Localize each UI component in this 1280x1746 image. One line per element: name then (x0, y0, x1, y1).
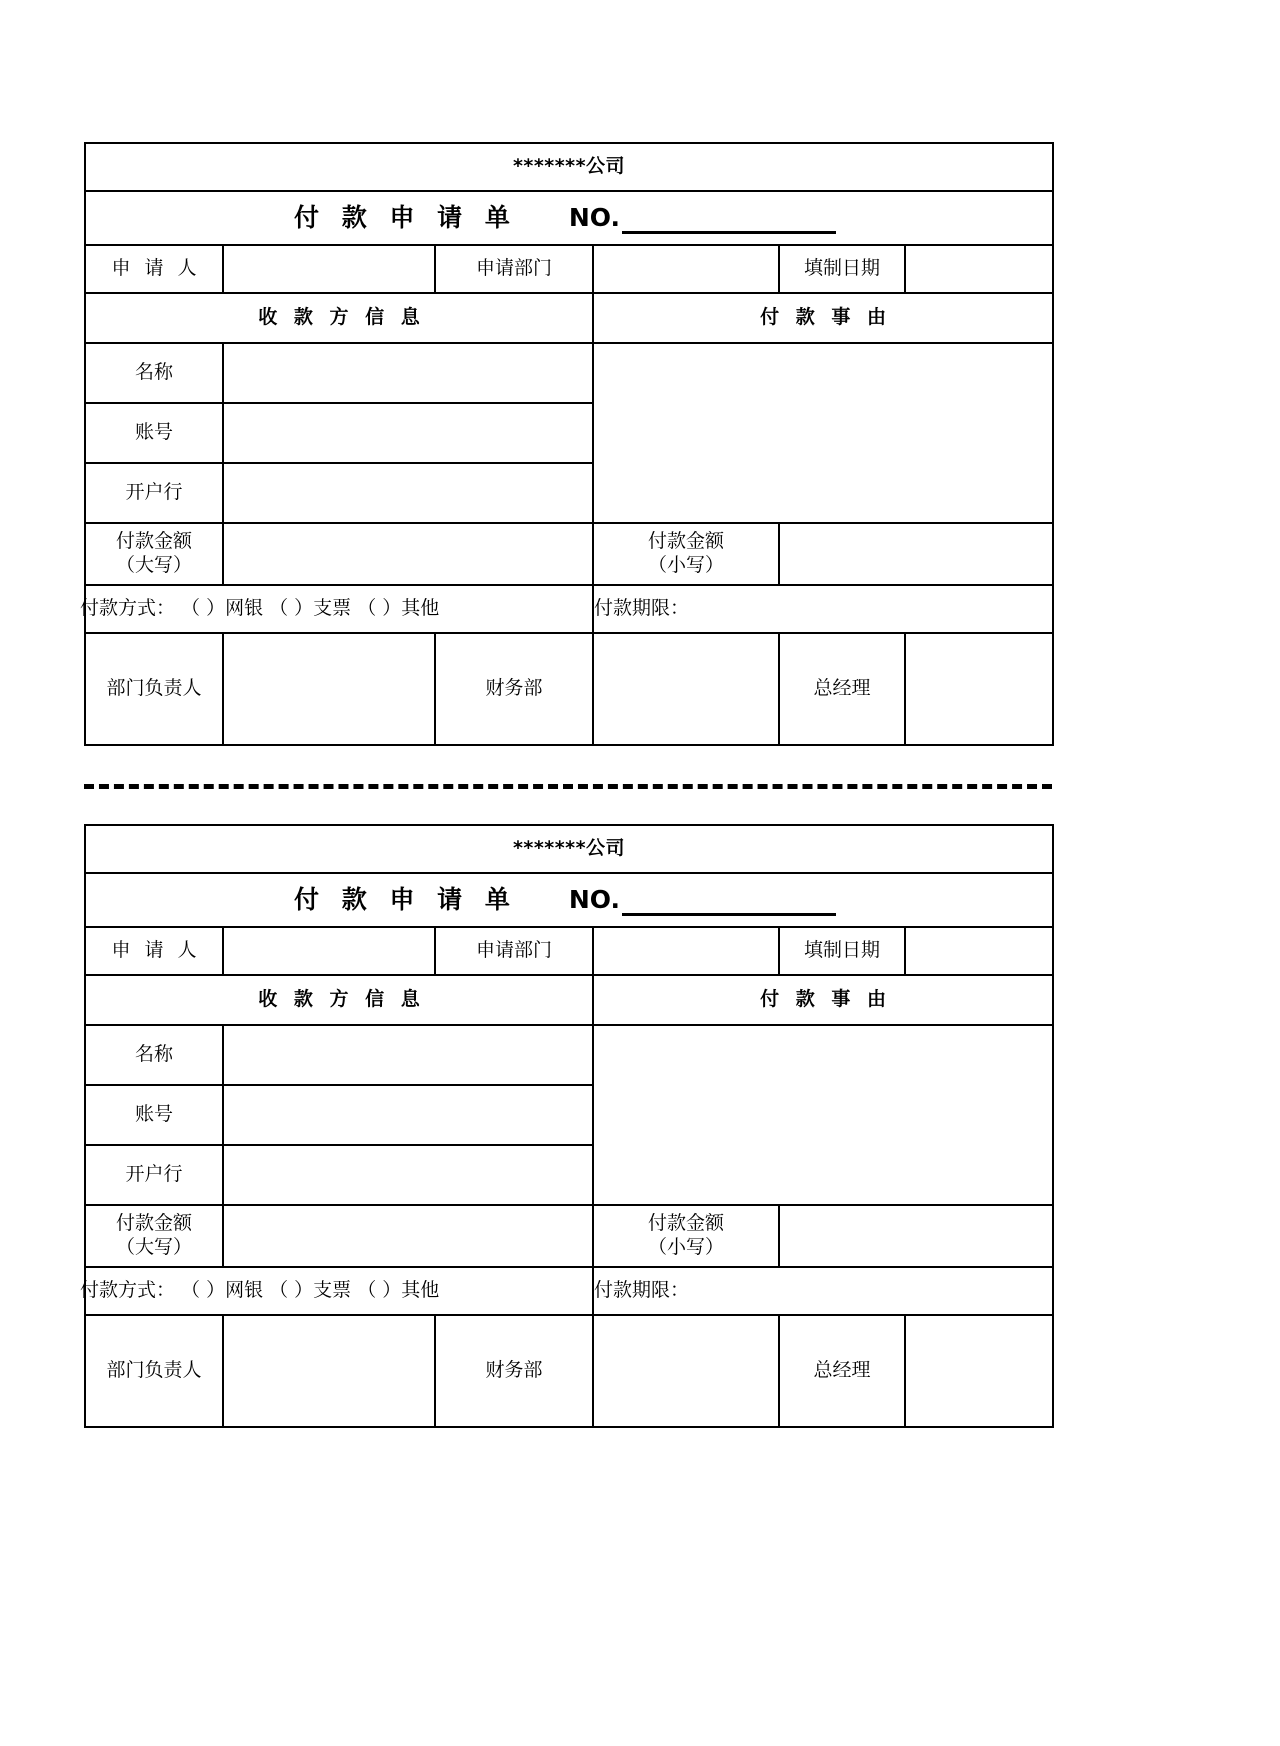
payee-account-input[interactable] (223, 403, 593, 463)
applicant-row (85, 245, 1053, 293)
payee-account-input[interactable] (223, 1085, 593, 1145)
amount-words-label-line2: （大写） (115, 554, 192, 576)
department-input[interactable] (593, 245, 779, 293)
applicant-row (85, 927, 1053, 975)
document-number-label: NO. (568, 885, 620, 915)
amount-figures-label (593, 1205, 779, 1267)
payee-name-label: 名称 (85, 1025, 223, 1085)
payment-method-row (85, 1267, 1053, 1315)
payee-bank-input[interactable] (223, 1145, 593, 1205)
amount-row (85, 1205, 1053, 1267)
amount-figures-label-line2: （小写） (647, 1236, 724, 1258)
document-number-label: NO. (568, 203, 620, 233)
payee-name-row (85, 1025, 1053, 1085)
date-input[interactable] (905, 927, 1053, 975)
form-copy-1 (80, 142, 1052, 746)
signature-finance-label: 财务部 (435, 633, 593, 745)
amount-words-label-line1: 付款金额 (115, 1212, 192, 1235)
payee-bank-label: 开户行 (85, 463, 223, 523)
amount-words-label (85, 1205, 223, 1267)
payment-term-field[interactable] (593, 1267, 1053, 1315)
applicant-input[interactable] (223, 245, 435, 293)
amount-words-input[interactable] (223, 523, 593, 585)
payee-account-label: 账号 (85, 403, 223, 463)
document-number-input[interactable] (622, 209, 836, 234)
signature-gm-input[interactable] (905, 1315, 1053, 1427)
document-number-field[interactable] (569, 884, 836, 915)
signature-finance-label: 财务部 (435, 1315, 593, 1427)
signature-gm-input[interactable] (905, 633, 1053, 745)
payee-name-input[interactable] (223, 343, 593, 403)
payee-bank-label: 开户行 (85, 1145, 223, 1205)
payment-reason-input[interactable] (593, 343, 1053, 523)
document-number-field[interactable] (569, 202, 836, 233)
payee-bank-input[interactable] (223, 463, 593, 523)
section-header-row (85, 293, 1053, 343)
payment-reason-input[interactable] (593, 1025, 1053, 1205)
payee-account-label: 账号 (85, 1085, 223, 1145)
signature-gm-label: 总经理 (779, 1315, 905, 1427)
department-label: 申请部门 (435, 245, 593, 293)
signature-finance-input[interactable] (593, 633, 779, 745)
company-name: *******公司 (85, 143, 1053, 191)
amount-figures-label-line1: 付款金额 (647, 530, 724, 553)
title-row (85, 873, 1053, 927)
title-row (85, 191, 1053, 245)
amount-figures-input[interactable] (779, 1205, 1053, 1267)
signature-dept-head-label: 部门负责人 (85, 1315, 223, 1427)
document-number-input[interactable] (622, 891, 836, 916)
payment-term-label: 付款期限： (594, 1279, 690, 1302)
amount-figures-input[interactable] (779, 523, 1053, 585)
signature-dept-head-input[interactable] (223, 633, 435, 745)
reason-section-title: 付 款 事 由 (593, 293, 1053, 343)
amount-row (85, 523, 1053, 585)
department-label: 申请部门 (435, 927, 593, 975)
company-name: *******公司 (85, 825, 1053, 873)
amount-words-label (85, 523, 223, 585)
date-label: 填制日期 (779, 927, 905, 975)
company-row (85, 143, 1053, 191)
applicant-label: 申 请 人 (85, 927, 223, 975)
payee-section-title: 收 款 方 信 息 (85, 975, 593, 1025)
signature-gm-label: 总经理 (779, 633, 905, 745)
signature-dept-head-input[interactable] (223, 1315, 435, 1427)
amount-figures-label-line1: 付款金额 (647, 1212, 724, 1235)
payment-method-options[interactable] (80, 1267, 593, 1315)
payee-name-input[interactable] (223, 1025, 593, 1085)
amount-figures-label (593, 523, 779, 585)
payee-name-row (85, 343, 1053, 403)
amount-words-label-line1: 付款金额 (115, 530, 192, 553)
payee-name-label: 名称 (85, 343, 223, 403)
payment-method-text: 付款方式： （ ）网银 （ ）支票 （ ）其他 (80, 597, 440, 620)
payment-method-row (85, 585, 1053, 633)
amount-words-label-line2: （大写） (115, 1236, 192, 1258)
signature-dept-head-label: 部门负责人 (85, 633, 223, 745)
amount-figures-label-line2: （小写） (647, 554, 724, 576)
date-label: 填制日期 (779, 245, 905, 293)
payment-application-form (80, 142, 1054, 746)
applicant-label: 申 请 人 (85, 245, 223, 293)
date-input[interactable] (905, 245, 1053, 293)
payment-term-field[interactable] (593, 585, 1053, 633)
payment-application-form (80, 824, 1054, 1428)
dashed-cut-line (84, 784, 1052, 789)
company-row (85, 825, 1053, 873)
payee-section-title: 收 款 方 信 息 (85, 293, 593, 343)
payment-term-label: 付款期限： (594, 597, 690, 620)
reason-section-title: 付 款 事 由 (593, 975, 1053, 1025)
section-header-row (85, 975, 1053, 1025)
signature-row (85, 1315, 1053, 1427)
amount-words-input[interactable] (223, 1205, 593, 1267)
signature-finance-input[interactable] (593, 1315, 779, 1427)
applicant-input[interactable] (223, 927, 435, 975)
form-copy-2 (80, 824, 1052, 1428)
page-title: 付 款 申 请 单 (294, 203, 517, 233)
page-title: 付 款 申 请 单 (294, 885, 517, 915)
payment-method-text: 付款方式： （ ）网银 （ ）支票 （ ）其他 (80, 1279, 440, 1302)
title-cell (85, 873, 1053, 927)
payment-method-options[interactable] (80, 585, 593, 633)
department-input[interactable] (593, 927, 779, 975)
signature-row (85, 633, 1053, 745)
title-cell (85, 191, 1053, 245)
